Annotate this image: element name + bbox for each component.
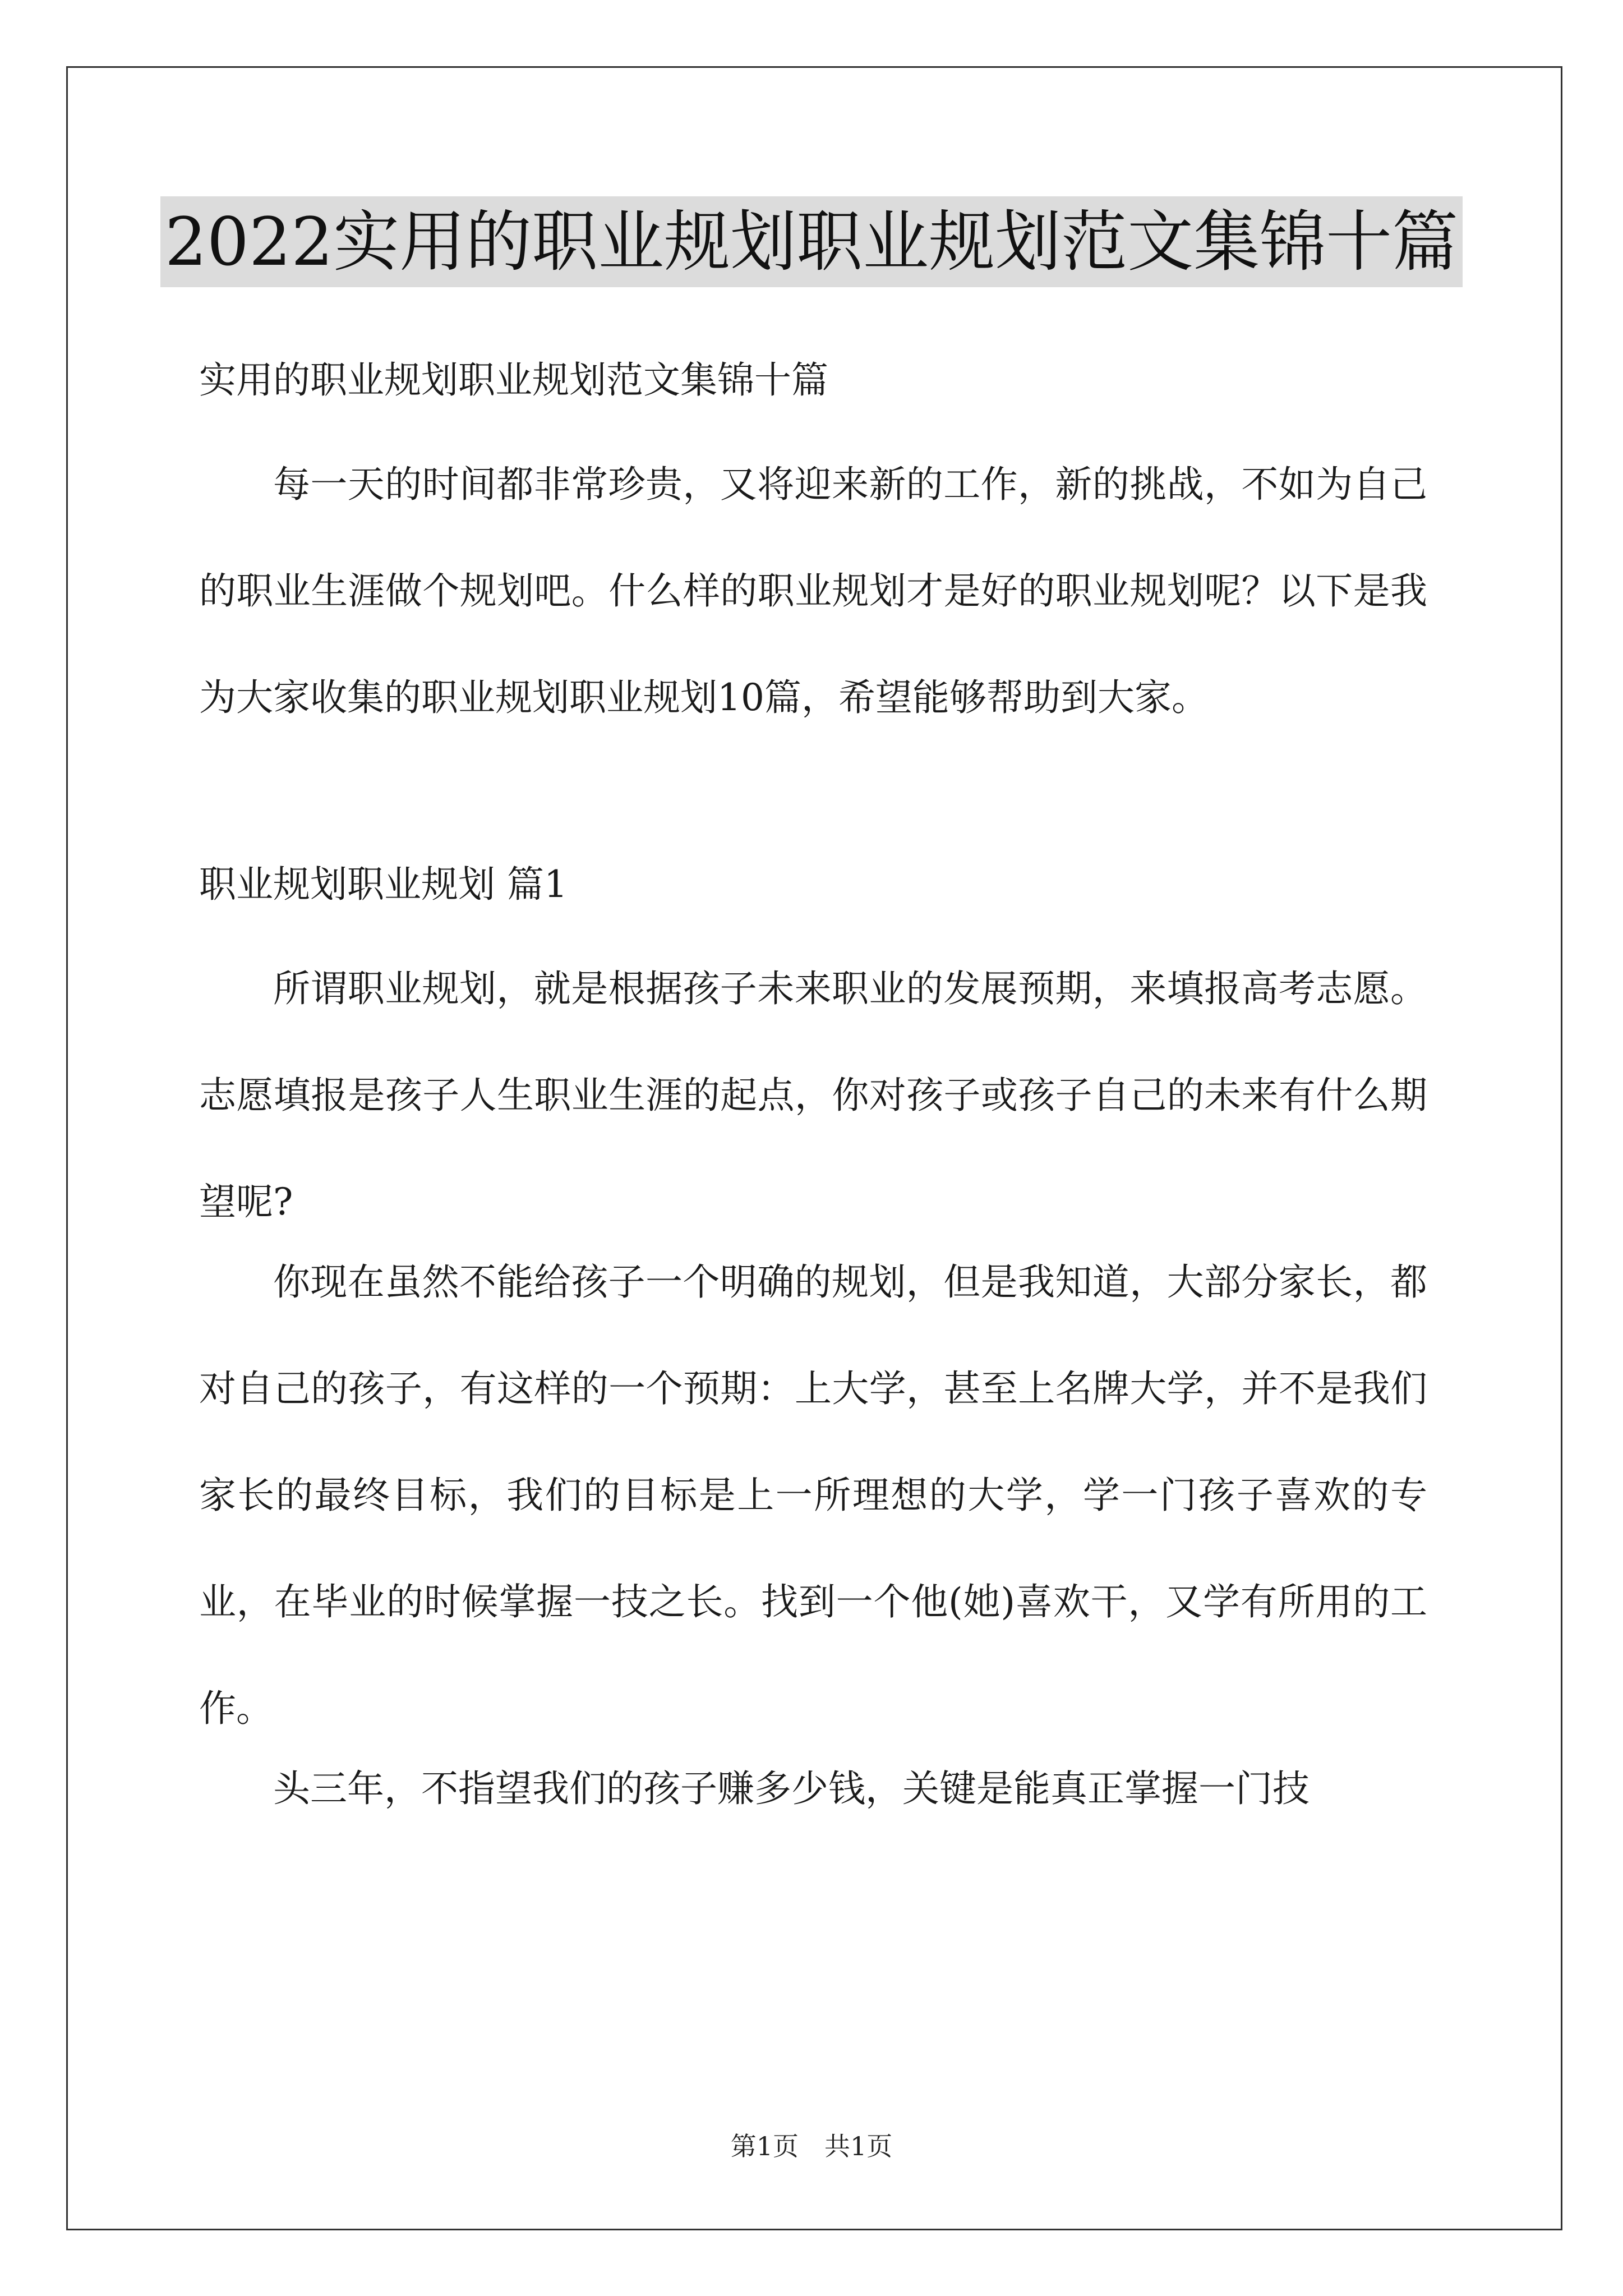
page-footer: 第1页 共1页 [730,2131,893,2161]
document-subtitle: 实用的职业规划职业规划范文集锦十篇 [199,358,828,402]
body-paragraph-2: 你现在虽然不能给孩子一个明确的规划，但是我知道，大部分家长，都对自己的孩子，有这样的一个预期：上大学，甚至上名牌大学，并不是我们家长的最终目标，我们的目标是上一所理想的大学，学一门孩子喜欢的专业，在毕业的时候掌握一技之长。找到一个他(她)喜欢干，又学有所用的工作。 [199,1260,1427,1730]
body-paragraph-3: 头三年，不指望我们的孩子赚多少钱，关键是能真正掌握一门技 [273,1767,1310,1810]
title-wrap [0,196,1623,287]
document-body [199,303,1427,1842]
section-heading: 职业规划职业规划 篇1 [199,863,568,906]
document-title: 2022实用的职业规划职业规划范文集锦十篇 [160,196,1463,287]
intro-paragraph: 每一天的时间都非常珍贵，又将迎来新的工作，新的挑战，不如为自己的职业生涯做个规划吧。什么样的职业规划才是好的职业规划呢？以下是我为大家收集的职业规划职业规划10篇，希望能够帮助到大家。 [199,463,1427,719]
body-paragraph-1: 所谓职业规划，就是根据孩子未来职业的发展预期，来填报高考志愿。志愿填报是孩子人生职业生涯的起点，你对孩子或孩子自己的未来有什么期望呢? [199,967,1427,1223]
